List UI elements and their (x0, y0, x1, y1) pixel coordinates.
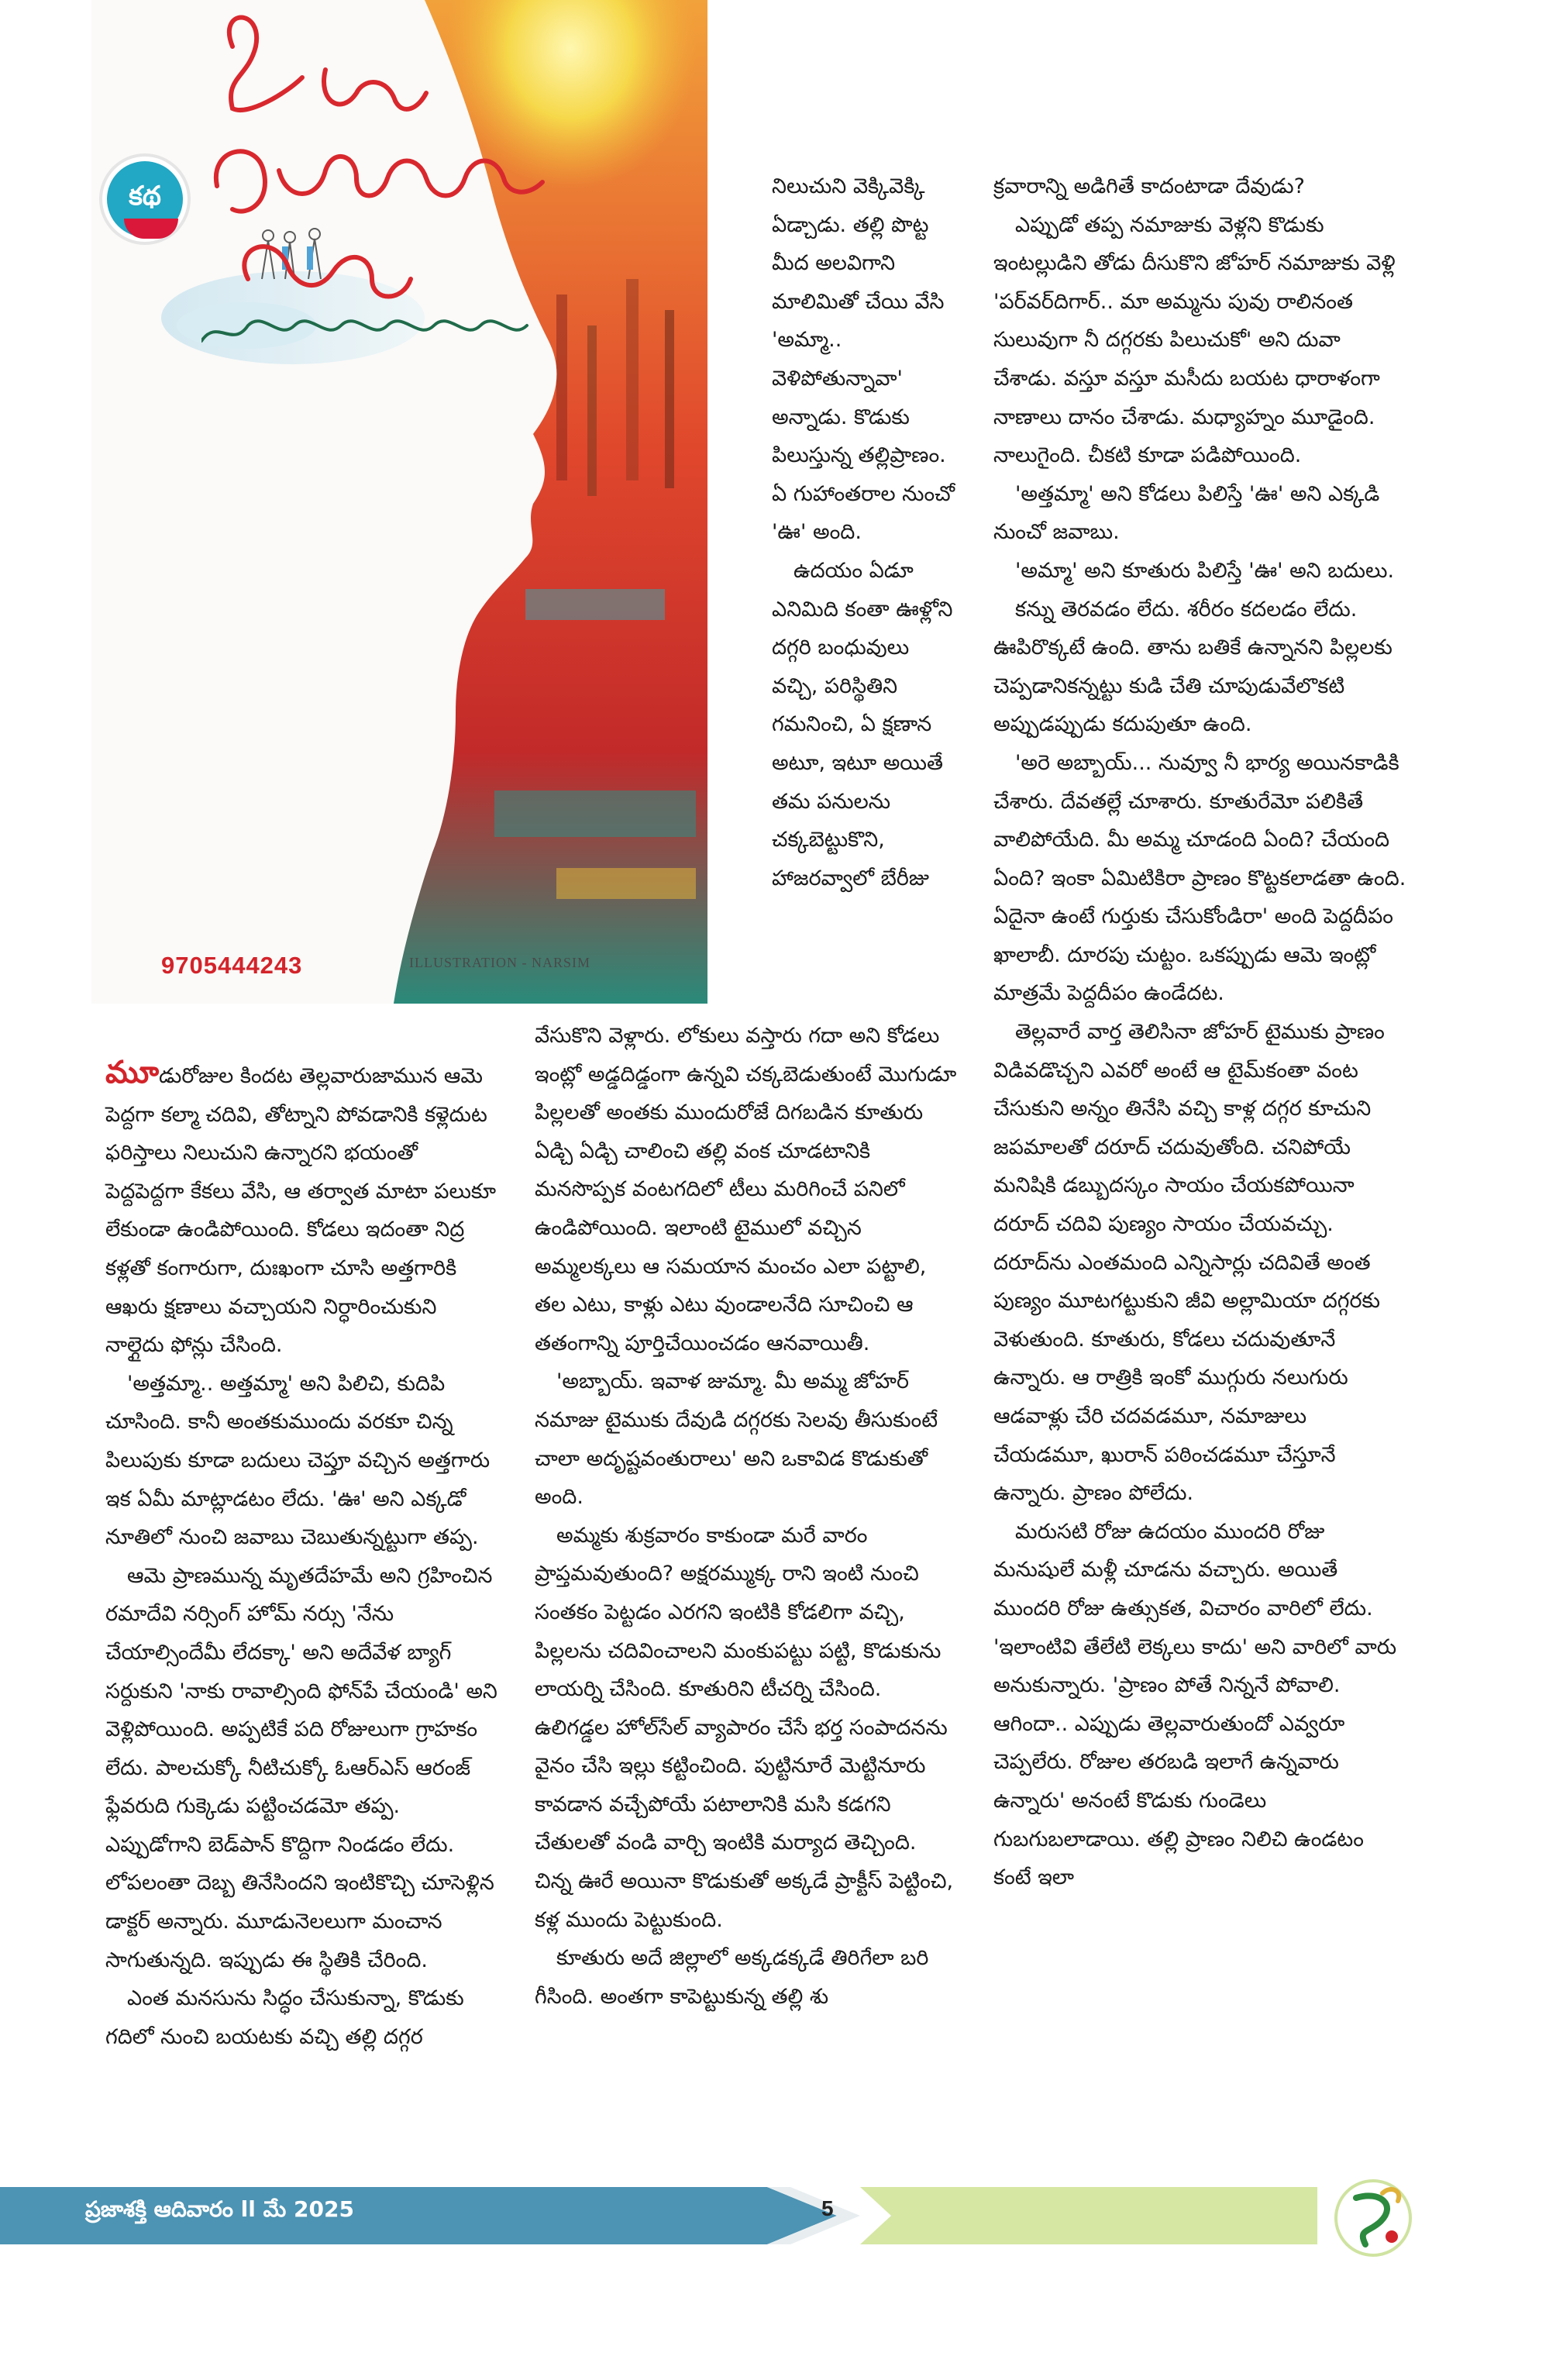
opening-paragraph (105, 1054, 501, 1365)
story-illustration (91, 0, 707, 1004)
article-column-4 (993, 167, 1408, 1897)
paragraph: క్రవారాన్ని అడిగితే కాదంటాడా దేవుడు? (993, 174, 1305, 198)
paragraph: కూతురు అదే జిల్లాలో అక్కడక్కడే తిరిగేలా బరి గీసింది. అంతగా కాపెట్టుకున్న తల్లి శు (535, 1946, 929, 2009)
paragraph: తెల్లవారే వార్త తెలిసినా జోహర్ టైముకు ప్రాణం విడివడొచ్చని ఎవరో అంటే ఆ టైమ్‌కంతా వంట చేసుకుని అన్నం తినేసి వచ్చి కాళ్ల దగ్గర కూచుని జపమాలతో దరూద్ చదువుతోంది. చనిపోయే మనిషికి డబ్బుదస్కం సాయం చేయకపోయినా దరూద్ చదివి పుణ్యం సాయం చేయవచ్చు. దరూద్‌ను ఎంతమంది ఎన్నిసార్లు చదివితే అంత పుణ్యం మూటగట్టుకుని జీవి అల్లామియా దగ్గరకు వెళుతుంది. కూతురు, కోడలు చదువుతూనే ఉన్నారు. ఆ రాత్రికి ఇంకో ముగ్గురు నలుగురు ఆడవాళ్లు చేరి చదవడమూ, నమాజులు చేయడమూ, ఖురాన్ పఠించడమూ చేస్తూనే ఉన్నారు. ప్రాణం పోలేదు. (993, 1020, 1385, 1506)
paragraph: కన్ను తెరవడం లేదు. శరీరం కదలడం లేదు. ఊపిరొక్కటే ఉంది. తాను బతికే ఉన్నానని పిల్లలకు చెప్పడానికన్నట్టు కుడి చేతి చూపుడువేలొకటి అప్పుడప్పుడు కదుపుతూ ఉంది. (993, 597, 1392, 737)
footer-publication: ప్రజాశక్తి ఆదివారం ll మే 2025 (85, 2196, 354, 2222)
paragraph: ఆమె ప్రాణమున్న మృతదేహమే అని గ్రహించిన రమాదేవి నర్సింగ్ హోమ్ నర్సు 'నేను చేయాల్సిందేమీ లేదక్కా' అని అదేవేళ బ్యాగ్ సర్దుకుని 'నాకు రావాల్సింది ఫోన్‌పే చేయండి' అని వెళ్లిపోయింది. అప్పటికే పది రోజులుగా గ్రాహకం లేదు. పాలచుక్కో నీటిచుక్కో ఓఆర్ఎస్ ఆరంజ్ ఫ్లేవరుది గుక్కెడు పట్టించడమో తప్ప. ఎప్పుడోగాని బెడ్‌పాన్ కొద్దిగా నిండడం లేదు. లోపలంతా దెబ్బ తినేసిందని ఇంటికొచ్చి చూసెళ్లిన డాక్టర్ అన్నారు. మూడునెలలుగా మంచాన సాగుతున్నది. ఇప్పుడు ఈ స్థితికి చేరింది. (105, 1563, 497, 1972)
paragraph: 'అబ్బాయ్. ఇవాళ జుమ్మా. మీ అమ్మ జోహర్ నమాజు టైముకు దేవుడి దగ్గరకు సెలవు తీసుకుంటే చాలా అదృష్టవంతురాలు' అని ఒకావిడ కొడుకుతో అంది. (535, 1369, 938, 1510)
paragraph: నిలుచుని వెక్కివెక్కి ఏడ్చాడు. తల్లి పొట్ట మీద అలవిగాని మాలిమితో చేయి వేసి 'అమ్మా.. వెళిపోతున్నావా' అన్నాడు. కొడుకు పిలుస్తున్న తల్లిప్రాణం. ఏ గుహాంతరాల నుంచో 'ఊ' అంది. (772, 174, 955, 545)
paragraph: 'అత్తమ్మా' అని కోడలు పిలిస్తే 'ఊ' అని ఎక్కడి నుంచో జవాబు. (993, 481, 1380, 545)
paragraph: 'అత్తమ్మా.. అత్తమ్మా' అని పిలిచి, కుదిపి చూసింది. కానీ అంతకుముందు వరకూ చిన్న పిలుపుకు కూడా బదులు చెప్తూ వచ్చిన అత్తగారు ఇక ఏమీ మాట్లాడటం లేదు. 'ఊ' అని ఎక్కడో నూతిలో నుంచి జవాబు చెబుతున్నట్టుగా తప్ప. (105, 1371, 491, 1550)
paragraph: 'అమ్మా' అని కూతురు పిలిస్తే 'ఊ' అని బదులు. (1015, 558, 1395, 583)
author-phone: 9705444243 (161, 952, 303, 979)
paragraph: వేసుకొని వెళ్లారు. లోకులు వస్తారు గదా అని కోడలు ఇంట్లో అడ్డదిడ్డంగా ఉన్నవి చక్కబెడుతుంటే మొగుడూ పిల్లలతో అంతకు ముందురోజే దిగబడిన కూతురు ఏడ్చి ఏడ్చి చాలించి తల్లి వంక చూడటానికి మనసొప్పక వంటగదిలో టీలు మరిగించే పనిలో ఉండిపోయింది. ఇలాంటి టైములో వచ్చిన అమ్మలక్కలు ఆ సమయాన మంచం ఎలా పట్టాలి, తల ఎటు, కాళ్లు ఎటు వుండాలనేది సూచించి ఆ తతంగాన్ని పూర్తిచేయించడం ఆనవాయితీ. (535, 1024, 957, 1355)
paragraph: అమ్మకు శుక్రవారం కాకుండా మరే వారం ప్రాప్తమవుతుంది? అక్షరమ్ముక్క రాని ఇంటి నుంచి సంతకం పెట్టడం ఎరగని ఇంటికి కోడలిగా వచ్చి, పిల్లలను చదివించాలని మంకుపట్టు పట్టి, కొడుకును లాయర్ని చేసింది. కూతురిని టీచర్ని చేసింది. ఉలిగడ్డల హోల్‌సేల్ వ్యాపారం చేసే భర్త సంపాదనను వైనం చేసి ఇల్లు కట్టించింది. పుట్టినూరే మెట్టినూరు కావడాన వచ్చేపోయే పటాలానికి మసి కడగని చేతులతో వండి వార్చి ఇంటికి మర్యాద తెచ్చింది. చిన్న ఊరే అయినా కొడుకుతో అక్కడే ప్రాక్టీస్ పెట్టించి, కళ్ల ముందు పెట్టుకుంది. (535, 1523, 954, 1932)
opening-text: డురోజుల కిందట తెల్లవారుజామున ఆమె పెద్దగా కల్మా చదివి, తోట్నాని పోవడానికి కళ్లెదుట ఫరిస్తాలు నిలుచుని ఉన్నారని భయంతో పెద్దపెద్దగా కేకలు వేసి, ఆ తర్వాత మాటా పలుకూ లేకుండా ఉండిపోయింది. కోడలు ఇదంతా నిద్ర కళ్లతో కంగారుగా, దుఃఖంగా చూసి అత్తగారికి ఆఖరు క్షణాలు వచ్చాయని నిర్ధారించుకుని నాల్గైదు ఫోన్లు చేసింది. (105, 1064, 497, 1358)
page-number: 5 (821, 2196, 834, 2220)
article-column-1 (105, 1054, 501, 2056)
paragraph: ఎంత మనసును సిద్ధం చేసుకున్నా, కొడుకు గదిలో నుంచి బయటకు వచ్చి తల్లి దగ్గర (105, 1986, 464, 2049)
story-title-calligraphy (201, 0, 589, 356)
illustration-credit: ILLUSTRATION - NARSIM (409, 955, 590, 970)
paragraph: 'అరె అబ్బాయ్... నువ్వూ నీ భార్య అయినకాడికి చేశారు. దేవతల్లే చూశారు. కూతురేమో పలికితే వాలిపోయేది. మీ అమ్మ చూడంది ఏంది? చేయంది ఏంది? ఇంకా ఏమిటికిరా ప్రాణం కొట్టకలాడతా ఉంది. ఏదైనా ఉంటే గుర్తుకు చేసుకోండిరా' అంది పెద్దదీపం ఖాలాబీ. దూరపు చుట్టం. ఒకప్పుడు ఆమె ఇంట్లో మాత్రమే పెద్దదీపం ఉండేదట. (993, 750, 1406, 1006)
paragraph: ఎప్పుడో తప్ప నమాజుకు వెళ్లని కొడుకు ఇంటల్లుడిని తోడు దీసుకొని జోహర్ నమాజుకు వెళ్లి 'పర్‌వర్‌దిగార్.. మా అమ్మను పువు రాలినంత సులువుగా నీ దగ్గరకు పిలుచుకో' అని దువా చేశాడు. వస్తూ వస్తూ మసీదు బయట ధారాళంగా నాణాలు దానం చేశాడు. మధ్యాహ్నం మూడైంది. నాలుగైంది. చీకటి కూడా పడిపోయింది. (993, 212, 1396, 468)
badge-label: కథ (129, 181, 161, 212)
article-column-2 (535, 1017, 958, 2016)
magazine-logo (1327, 2175, 1420, 2260)
article-column-3-top (772, 167, 958, 897)
drop-cap: మూ (105, 1055, 160, 1090)
paragraph: మరుసటి రోజు ఉదయం ముందరి రోజు మనుషులే మళ్లీ చూడను వచ్చారు. అయితే ముందరి రోజు ఉత్సుకత, విచారం వారిలో లేదు. 'ఇలాంటివి తేలేటి లెక్కలు కాదు' అని వారిలో వారు అనుకున్నారు. 'ప్రాణం పోతే నిన్ననే పోవాలి. ఆగిందా.. ఎప్పుడు తెల్లవారుతుందో ఎవ్వరూ చెప్పలేరు. రోజుల తరబడి ఇలాగే ఉన్నవారు ఉన్నారు' అనంటే కొడుకు గుండెలు గుబగుబలాడాయి. తల్లి ప్రాణం నిలిచి ఉండటం కంటే ఇలా (993, 1519, 1397, 1890)
paragraph: ఉదయం ఏడూ ఎనిమిది కంతా ఊళ్లోని దగ్గరి బంధువులు వచ్చి, పరిస్థితిని గమనించి, ఏ క్షణాన అటూ, ఇటూ అయితే తమ పనులను చక్కబెట్టుకొని, హాజరవ్వాలో బేరీజు (772, 558, 953, 890)
